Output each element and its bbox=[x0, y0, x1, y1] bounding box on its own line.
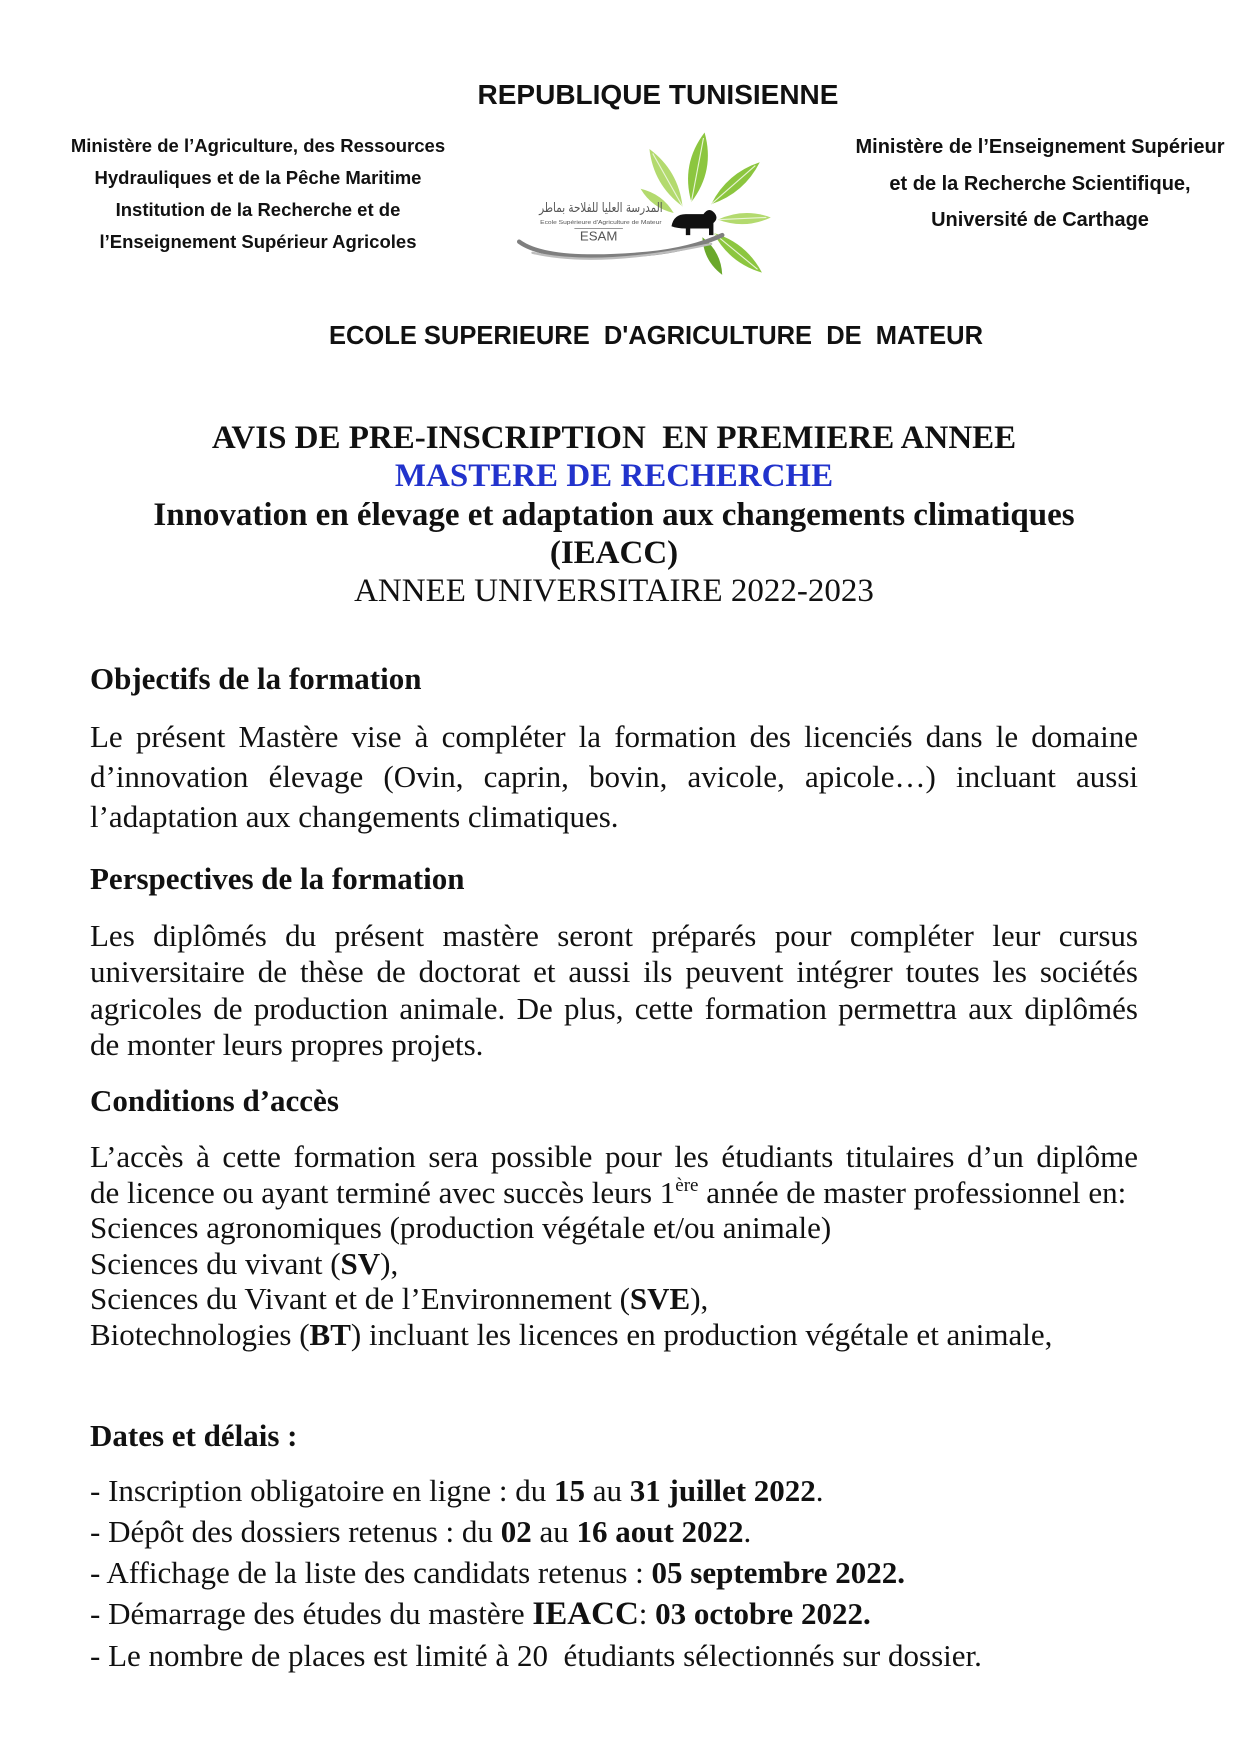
dates-list bbox=[90, 1470, 1138, 1676]
section-heading-objectives: Objectifs de la formation bbox=[90, 661, 422, 696]
field-text: Sciences du Vivant et de l’Environnement ( bbox=[90, 1281, 630, 1317]
paragraph-line: agricoles de production animale. De plus, cette formation permettra aux diplômés bbox=[90, 990, 1138, 1026]
ministry-agriculture-line: Institution de la Recherche et de bbox=[115, 199, 401, 220]
eligible-field bbox=[90, 1281, 1138, 1317]
date-value: 16 aout 2022 bbox=[576, 1514, 744, 1549]
field-abbreviation: SV bbox=[340, 1245, 381, 1281]
paragraph-line: Les diplômés du présent mastère seront préparés pour compléter leur cursus bbox=[90, 918, 1138, 953]
program-type: MASTERE DE RECHERCHE bbox=[394, 458, 834, 495]
academic-year: ANNEE UNIVERSITAIRE 2022-2023 bbox=[354, 573, 874, 610]
ordinal-superscript: ère bbox=[675, 1174, 699, 1196]
line-text: de licence ou ayant terminé avec succès leurs 1 bbox=[90, 1174, 676, 1210]
date-text: . bbox=[743, 1514, 752, 1549]
date-value: 03 octobre 2022. bbox=[655, 1596, 871, 1631]
paragraph-line: universitaire de thèse de doctorat et aussi ils peuvent intégrer toutes les sociétés bbox=[90, 954, 1138, 990]
eligible-field bbox=[90, 1246, 1138, 1282]
date-text: - Affichage de la liste des candidats retenus : bbox=[90, 1555, 652, 1590]
field-text: ) incluant les licences en production végétale et animale, bbox=[350, 1316, 1053, 1352]
program-code: IEACC bbox=[532, 1596, 639, 1632]
field-text: ), bbox=[380, 1245, 399, 1281]
paragraph-line: de monter leurs propres projets. bbox=[90, 1026, 484, 1062]
paragraph-line: d’innovation élevage (Ovin, caprin, bovin, avicole, apicole…) incluant aussi bbox=[90, 759, 1138, 794]
esam-logo bbox=[517, 129, 773, 275]
notice-title: AVIS DE PRE-INSCRIPTION EN PREMIERE ANNEE bbox=[211, 420, 1017, 456]
date-text: - Démarrage des études du mastère bbox=[90, 1596, 533, 1631]
date-item bbox=[90, 1593, 1138, 1635]
date-item bbox=[90, 1470, 1138, 1511]
logo-animal-silhouette bbox=[671, 210, 716, 235]
paragraph-line bbox=[90, 1175, 1138, 1211]
field-text: ), bbox=[690, 1281, 709, 1317]
field-text: Sciences du vivant ( bbox=[90, 1245, 341, 1281]
objectives-paragraph bbox=[90, 717, 1138, 837]
ministry-agriculture-block bbox=[48, 130, 468, 258]
date-item bbox=[90, 1552, 1138, 1593]
logo-arabic-name: المدرسة العليا للفلاحة بماطر bbox=[538, 200, 663, 216]
ministry-agriculture-line: Hydrauliques et de la Pêche Maritime bbox=[94, 167, 422, 188]
date-text: au bbox=[531, 1514, 577, 1549]
date-text: : bbox=[638, 1596, 656, 1631]
ministry-higher-education-block bbox=[840, 129, 1240, 239]
program-name: Innovation en élevage et adaptation aux changements climatiques bbox=[153, 496, 1075, 533]
logo-acronym: ESAM bbox=[579, 228, 618, 244]
logo-french-name: Ecole Supérieure d'Agriculture de Mateur bbox=[540, 220, 662, 227]
date-value: 02 bbox=[500, 1514, 532, 1549]
section-heading-conditions: Conditions d’accès bbox=[90, 1083, 339, 1118]
field-text: Biotechnologies ( bbox=[90, 1316, 310, 1352]
republic-title: REPUBLIQUE TUNISIENNE bbox=[477, 79, 839, 110]
ministry-agriculture-line: l’Enseignement Supérieur Agricoles bbox=[99, 231, 417, 252]
date-text: au bbox=[585, 1473, 630, 1508]
date-text: - Inscription obligatoire en ligne : du bbox=[90, 1473, 555, 1508]
section-heading-perspectives: Perspectives de la formation bbox=[90, 861, 465, 896]
ministry-agriculture-line: Ministère de l’Agriculture, des Ressources bbox=[70, 135, 446, 156]
section-heading-dates: Dates et délais : bbox=[90, 1418, 298, 1453]
ministry-higher-education-line: Université de Carthage bbox=[931, 209, 1149, 231]
ministry-higher-education-line: Ministère de l’Enseignement Supérieur bbox=[855, 136, 1225, 158]
perspectives-paragraph bbox=[90, 918, 1138, 1063]
date-value: 15 bbox=[554, 1473, 586, 1508]
program-acronym: (IEACC) bbox=[549, 534, 679, 571]
field-abbreviation: SVE bbox=[629, 1281, 691, 1317]
date-text: . bbox=[815, 1473, 824, 1508]
paragraph-line: l’adaptation aux changements climatiques. bbox=[90, 799, 619, 834]
paragraph-line: L’accès à cette formation sera possible pour les étudiants titulaires d’un diplôme bbox=[90, 1139, 1138, 1174]
date-value: 05 septembre 2022. bbox=[651, 1555, 905, 1590]
date-item bbox=[90, 1511, 1138, 1552]
date-item: - Le nombre de places est limité à 20 étudiants sélectionnés sur dossier. bbox=[90, 1638, 982, 1673]
ministry-higher-education-line: et de la Recherche Scientifique, bbox=[889, 172, 1191, 195]
school-name: ECOLE SUPERIEURE D'AGRICULTURE DE MATEUR bbox=[329, 322, 983, 350]
field-abbreviation: BT bbox=[309, 1316, 351, 1352]
line-text: année de master professionnel en: bbox=[698, 1174, 1127, 1210]
date-text: - Dépôt des dossiers retenus : du bbox=[90, 1514, 501, 1549]
notice-title-block bbox=[90, 419, 1138, 610]
paragraph-line: Le présent Mastère vise à compléter la formation des licenciés dans le domaine bbox=[90, 719, 1138, 754]
conditions-paragraph bbox=[90, 1139, 1138, 1353]
date-value: 31 juillet 2022 bbox=[629, 1473, 816, 1508]
logo-swoosh bbox=[519, 235, 722, 256]
eligible-field: Sciences agronomiques (production végétale et/ou animale) bbox=[90, 1210, 832, 1246]
eligible-field bbox=[90, 1317, 1138, 1353]
